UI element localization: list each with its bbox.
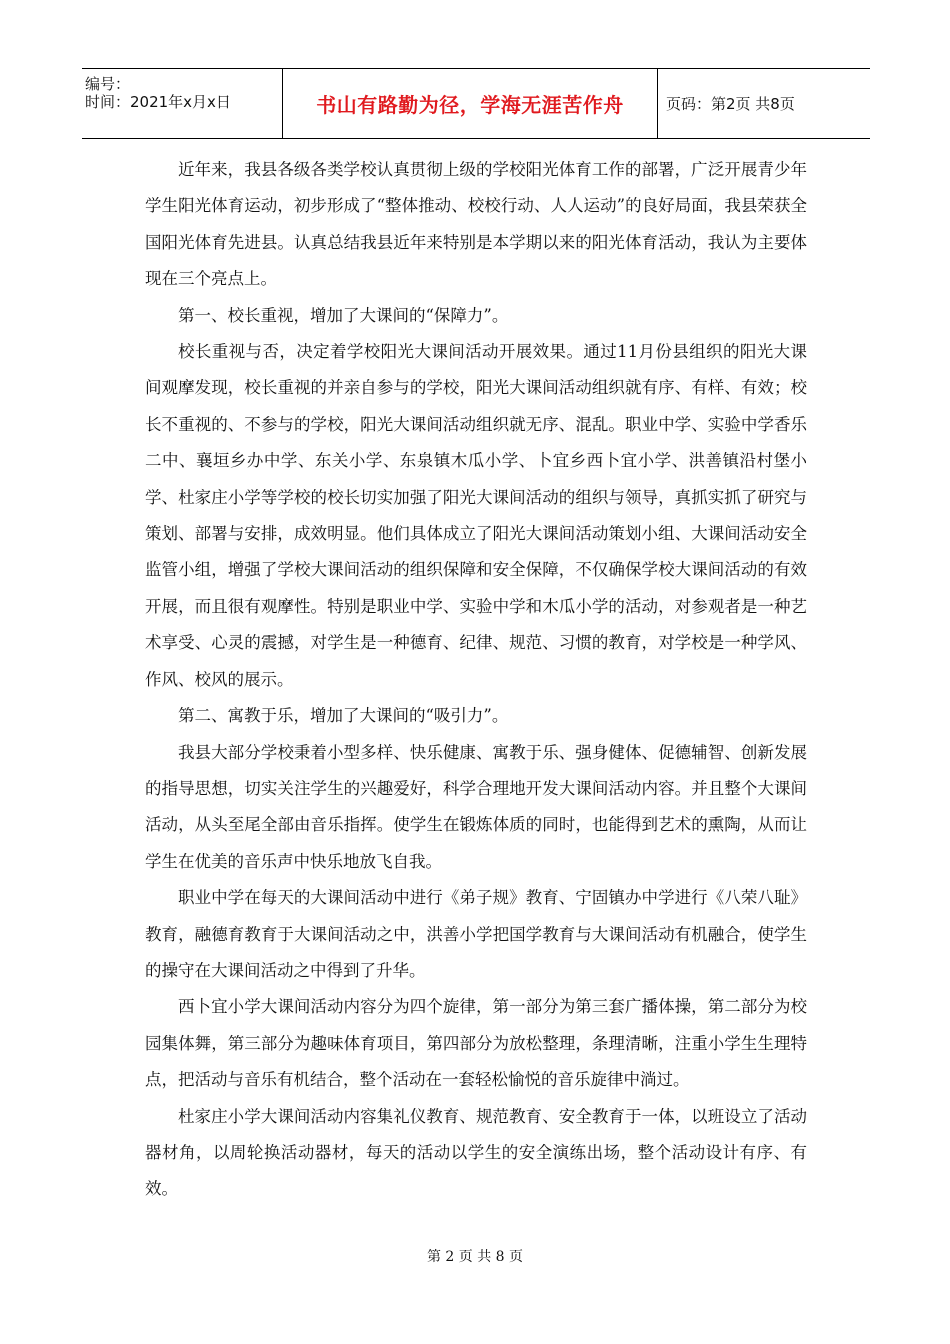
page-header: [82, 68, 870, 139]
document-number-label: 编号：: [85, 75, 131, 93]
section-heading-2: 第二、寓教于乐，增加了大课间的“吸引力”。: [178, 706, 509, 726]
page-footer: 第 2 页 共 8 页: [426, 1249, 524, 1265]
header-page-number: 页码：第2页 共8页: [666, 95, 795, 113]
paragraph: 杜家庄小学大课间活动内容集礼仪教育、规范教育、安全教育于一体，以班设立了活动器材角，以周轮换活动器材，每天的活动以学生的安全演练出场，整个活动设计有序、有效。: [145, 1106, 807, 1199]
document-body: [145, 152, 807, 1208]
paragraph-intro: 近年来，我县各级各类学校认真贯彻上级的学校阳光体育工作的部署，广泛开展青少年学生阳光体育运动，初步形成了“整体推动、校校行动、人人运动”的良好局面，我县荣获全国阳光体育先进县。认真总结我县近年来特别是本学期以来的阳光体育活动，我认为主要体现在三个亮点上。: [145, 160, 807, 289]
paragraph: 职业中学在每天的大课间活动中进行《弟子规》教育、宁固镇办中学进行《八荣八耻》教育，融德育教育于大课间活动之中，洪善小学把国学教育与大课间活动有机融合，使学生的操守在大课间活动之中得到了升华。: [145, 888, 807, 980]
paragraph: 我县大部分学校秉着小型多样、快乐健康、寓教于乐、强身健体、促德辅智、创新发展的指导思想，切实关注学生的兴趣爱好，科学合理地开发大课间活动内容。并且整个大课间活动，从头至尾全部由音乐指挥。使学生在锻炼体质的同时，也能得到艺术的熏陶，从而让学生在优美的音乐声中快乐地放飞自我。: [145, 742, 807, 871]
header-motto: 书山有路勤为径，学海无涯苦作舟: [283, 69, 658, 138]
document-date-label: 时间：2021年x月x日: [85, 93, 231, 111]
header-meta: [82, 69, 283, 138]
section-heading-1: 第一、校长重视，增加了大课间的“保障力”。: [178, 305, 509, 325]
paragraph: 西卜宜小学大课间活动内容分为四个旋律，第一部分为第三套广播体操，第二部分为校园集体舞，第三部分为趣味体育项目，第四部分为放松整理，条理清晰，注重小学生生理特点，把活动与音乐有机结合，整个活动在一套轻松愉悦的音乐旋律中淌过。: [145, 997, 807, 1090]
paragraph: 校长重视与否，决定着学校阳光大课间活动开展效果。通过11月份县组织的阳光大课间观摩发现，校长重视的并亲自参与的学校，阳光大课间活动组织就有序、有样、有效；校长不重视的、不参与的学校，阳光大课间活动组织就无序、混乱。职业中学、实验中学香乐二中、襄垣乡办中学、东关小学、东泉镇木瓜小学、卜宜乡西卜宜小学、洪善镇沿村堡小学、杜家庄小学等学校的校长切实加强了阳光大课间活动的组织与领导，真抓实抓了研究与策划、部署与安排，成效明显。他们具体成立了阳光大课间活动策划小组、大课间活动安全监管小组，增强了学校大课间活动的组织保障和安全保障，不仅确保学校大课间活动的有效开展，而且很有观摩性。特别是职业中学、实验中学和木瓜小学的活动，对参观者是一种艺术享受、心灵的震撼，对学生是一种德育、纪律、规范、习惯的教育，对学校是一种学风、作风、校风的展示。: [145, 342, 807, 689]
